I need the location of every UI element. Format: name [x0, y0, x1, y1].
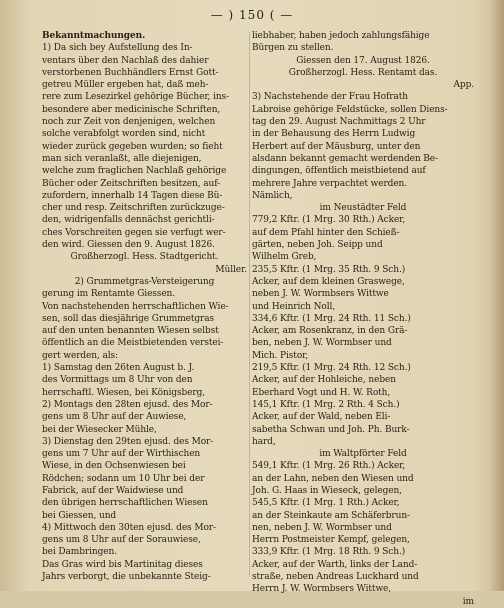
- right-column-line: und Heinrich Noll,: [252, 301, 336, 312]
- left-column-line: ches Vorschreiten gegen sie verfugt wer-: [42, 227, 226, 238]
- left-column-line: gens um 8 Uhr auf der Sorauwiese,: [42, 535, 201, 546]
- right-column-line: Acker, auf der Hohleiche, neben: [252, 375, 396, 386]
- left-column-line: herrschaftl. Wiesen, bei Königsberg,: [42, 387, 206, 398]
- left-column-line: sen, soll das diesjährige Grummetgras: [42, 313, 215, 324]
- right-column-line: 333,9 Kftr. (1 Mrg. 18 Rth. 9 Sch.): [252, 547, 406, 558]
- left-column-line: Wiese, in den Ochsenwiesen bei: [42, 461, 186, 472]
- left-column-line: den wird. Giessen den 9. August 1826.: [42, 240, 215, 251]
- left-column: [42, 30, 247, 583]
- right-column-line: Joh. G. Haas in Wieseck, gelegen,: [252, 485, 402, 496]
- left-column-line: 2) Montags den 28ten ejusd. des Mor-: [42, 399, 213, 410]
- left-column-line: 3) Dienstag den 29ten ejusd. des Mor-: [42, 436, 214, 447]
- right-column-line: Nämlich,: [252, 190, 293, 201]
- right-column-line: 545,5 Kftr. (1 Mrg. 1 Rth.) Acker,: [252, 498, 400, 509]
- right-column-line: nen, neben J. W. Wormbser und: [252, 522, 392, 533]
- left-column-line: Bekanntmachungen.: [42, 31, 146, 41]
- right-column-line: Bürgen zu stellen.: [252, 43, 334, 54]
- right-column-line: auf dem Pfahl hinter den Schieß-: [252, 227, 400, 238]
- right-column-line: dingungen, öffentlich meistbietend auf: [252, 166, 426, 177]
- left-column-line: gerung im Rentamte Giessen.: [42, 289, 176, 300]
- right-column-line: Acker, auf der Wald, neben Eli-: [252, 412, 391, 423]
- right-column-line: Eberhard Vogt und H. W. Roth,: [252, 387, 391, 398]
- left-column-line: Großherzogl. Hess. Stadtgericht.: [70, 252, 219, 263]
- right-column-line: 334,6 Kftr. (1 Mrg. 24 Rth. 11 Sch.): [252, 313, 411, 324]
- left-column-line: man sich veranlaßt, alle diejenigen,: [42, 153, 202, 164]
- right-column-line: Acker, auf dem kleinen Graswege,: [252, 276, 405, 287]
- right-column-line: Mich. Pistor,: [252, 350, 309, 361]
- right-column-line: App.: [453, 80, 474, 91]
- right-column-line: straße, neben Andreas Luckhard und: [252, 572, 419, 583]
- right-column-line: hard,: [252, 436, 276, 447]
- left-column-line: cher und resp. Zeitschriften zurückzuge-: [42, 203, 225, 214]
- right-column-line: 145,1 Kftr. (1 Mrg. 2 Rth. 4 Sch.): [252, 399, 400, 410]
- left-column-line: getreu Müller ergeben hat, daß meh-: [42, 80, 209, 91]
- left-column-line: welche zum fraglichen Nachlaß gehörige: [42, 166, 227, 177]
- left-column-line: den übrigen herrschaftlichen Wiesen: [42, 498, 208, 509]
- right-column-line: im Waltpförter Feld: [319, 449, 407, 460]
- right-column-line: Herrn Postmeister Kempf, gelegen,: [252, 535, 410, 546]
- left-column-line: ventars über den Nachlaß des dahier: [42, 55, 209, 66]
- left-column-line: öffentlich an die Meistbietenden verstei-: [42, 338, 224, 349]
- left-column-line: Jahrs verborgt, die unbekannte Steig-: [42, 572, 211, 583]
- left-column-line: 1) Samstag den 26ten August b. J.: [42, 363, 195, 374]
- right-column-line: 549,1 Kftr. (1 Mrg. 26 Rth.) Acker,: [252, 461, 406, 472]
- left-column-line: gens um 8 Uhr auf der Auwiese,: [42, 412, 187, 423]
- left-column-line: Rödchen; sodann um 10 Uhr bei der: [42, 473, 205, 484]
- left-column-line: bei der Wiesecker Mühle,: [42, 424, 157, 435]
- right-column-line: Giessen den 17. August 1826.: [296, 55, 430, 66]
- left-column-line: zufordern, innerhalb 14 Tagen diese Bü-: [42, 190, 223, 201]
- column-divider: [249, 32, 250, 577]
- left-column-line: bei Giessen, und: [42, 510, 117, 521]
- right-column-line: Herbert auf der Mäusburg, unter den: [252, 141, 421, 152]
- left-column-line: gens um 7 Uhr auf der Wirthischen: [42, 449, 201, 460]
- left-column-line: Von nachstehenden herrschaftlichen Wie-: [42, 301, 229, 312]
- right-column-line: 779,2 Kftr. (1 Mrg. 30 Rth.) Acker,: [252, 215, 406, 226]
- right-column-line: alsdann bekannt gemacht werdenden Be-: [252, 153, 438, 164]
- left-column-line: des Vormittags um 8 Uhr von den: [42, 375, 193, 386]
- left-column-line: den, widrigenfalls dennächst gerichtli-: [42, 215, 215, 226]
- right-column-line: Herrn J. W. Wormbsers Wittwe,: [252, 584, 392, 595]
- page-header: — ) 150 ( —: [210, 8, 294, 22]
- right-column-line: 3) Nachstehende der Frau Hofrath: [252, 92, 408, 103]
- right-column-line: Wilhelm Greb,: [252, 252, 317, 263]
- right-column-line: in der Behausung des Herrn Ludwig: [252, 129, 416, 140]
- left-column-line: besondere aber medicinische Schriften,: [42, 104, 221, 115]
- left-column-line: wieder zurück gegeben wurden; so fieht: [42, 141, 223, 152]
- right-column-line: tag den 29. August Nachmittags 2 Uhr: [252, 117, 426, 128]
- left-column-line: auf den unten benannten Wiesen selbst: [42, 326, 219, 337]
- right-column-line: gärten, neben Joh. Seipp und: [252, 240, 383, 251]
- right-column: [252, 30, 474, 608]
- left-column-line: Bücher oder Zeitschriften besitzen, auf-: [42, 178, 221, 189]
- left-column-line: 1) Da sich bey Aufstellung des In-: [42, 43, 193, 54]
- right-column-line: an der Lahn, neben den Wiesen und: [252, 473, 414, 484]
- left-column-line: bei Dambringen.: [42, 547, 117, 558]
- right-column-line: mehrere Jahre verpachtet werden.: [252, 178, 408, 189]
- left-column-line: rere zum Lesezirkel gehörige Bücher, ins-: [42, 92, 230, 103]
- right-column-line: Labroise gehörige Feldstücke, sollen Diens-: [252, 104, 448, 115]
- page-fold-shadow: [490, 0, 504, 591]
- right-column-line: im: [462, 596, 474, 607]
- left-column-line: gert werden, als:: [42, 350, 118, 361]
- right-column-line: ben, neben J. W. Wormbser und: [252, 338, 392, 349]
- left-column-line: Müller.: [215, 264, 247, 275]
- left-column-line: verstorbenen Buchhändlers Ernst Gott-: [42, 67, 219, 78]
- right-column-line: Großherzogl. Hess. Rentamt das.: [288, 67, 438, 78]
- left-column-line: 4) Mittwoch den 30ten ejusd. des Mor-: [42, 522, 216, 533]
- left-column-line: Das Gras wird bis Martinitag dieses: [42, 559, 203, 570]
- right-column-line: Acker, auf der Warth, links der Land-: [252, 559, 418, 570]
- left-column-line: solche verabfolgt worden sind, nicht: [42, 129, 206, 140]
- left-column-line: 2) Grummetgras-Versteigerung: [74, 276, 215, 287]
- right-column-line: sabetha Schwan und Joh. Ph. Burk-: [252, 424, 410, 435]
- right-column-line: 219,5 Kftr. (1 Mrg. 24 Rth. 12 Sch.): [252, 363, 411, 374]
- right-column-line: 235,5 Kftr. (1 Mrg. 35 Rth. 9 Sch.): [252, 264, 406, 275]
- right-column-line: neben J. W. Wormbsers Wittwe: [252, 289, 389, 300]
- left-column-line: Fabrick, auf der Waidwiese und: [42, 485, 184, 496]
- right-column-line: liebhaber, haben jedoch zahlungsfähige: [252, 31, 430, 41]
- right-column-line: an der Steinkaute am Schäferbrun-: [252, 510, 410, 521]
- right-column-line: im Neustädter Feld: [319, 203, 407, 214]
- left-column-line: noch zur Zeit von denjenigen, welchen: [42, 117, 216, 128]
- right-column-line: Acker, am Rosenkranz, in den Grä-: [252, 326, 408, 337]
